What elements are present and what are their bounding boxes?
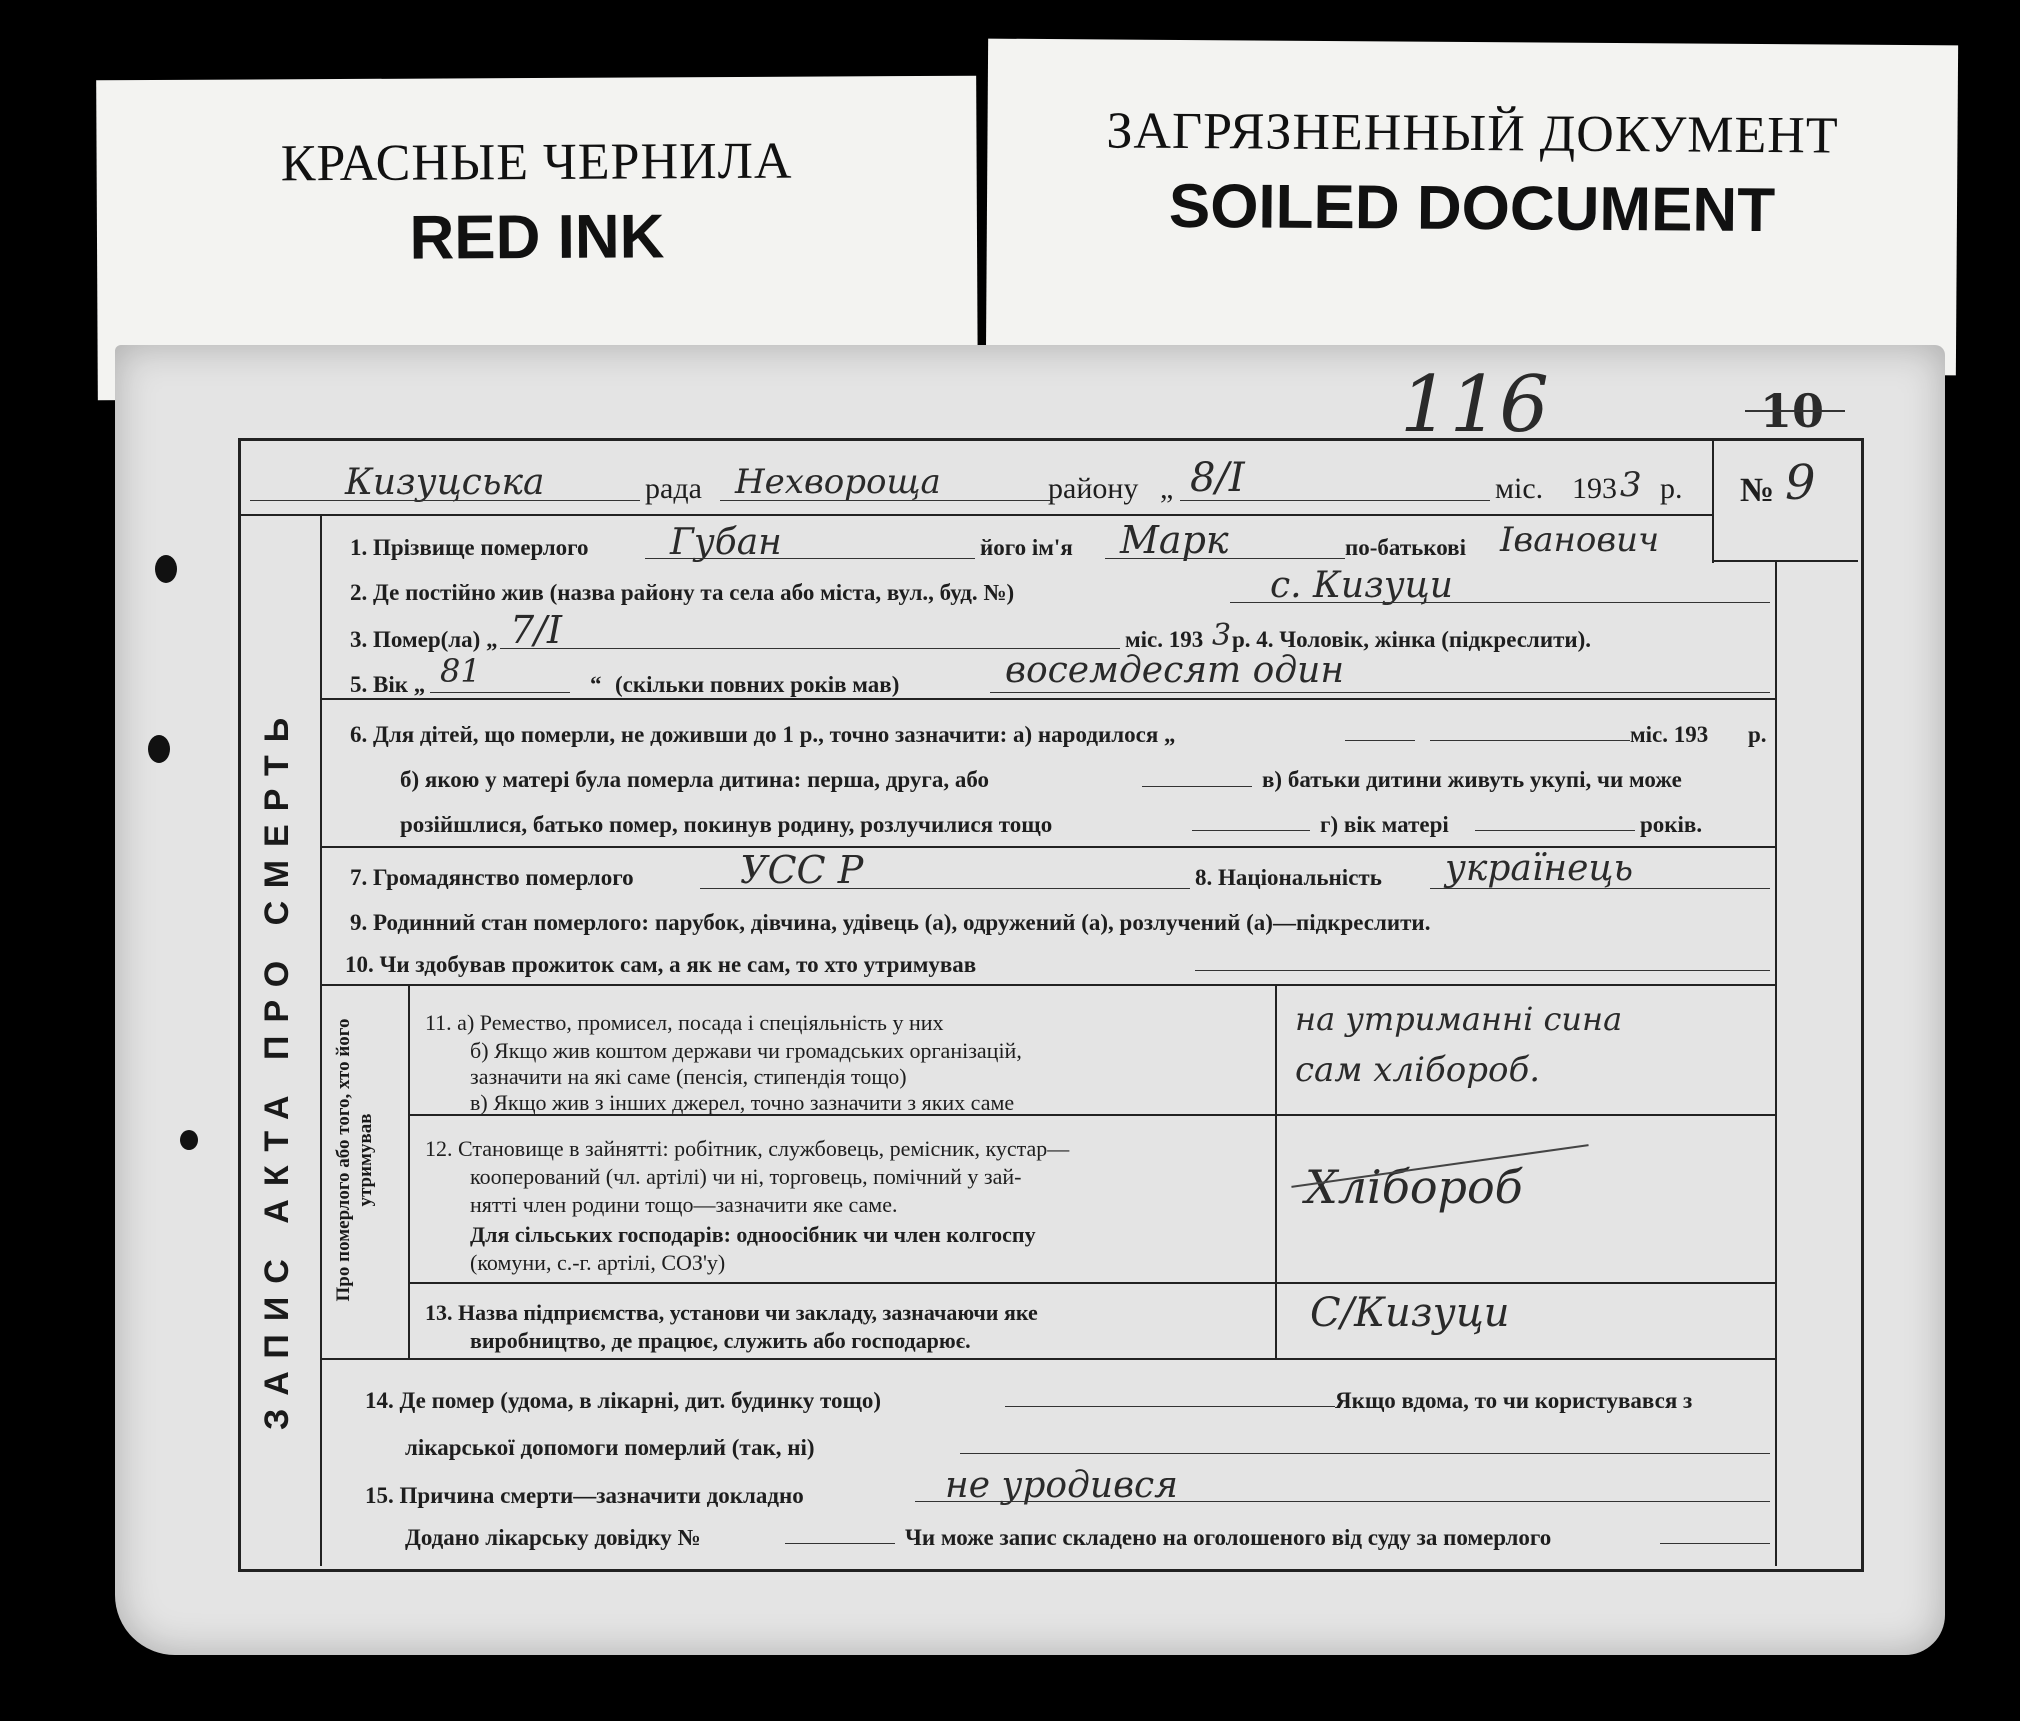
sheet-number: 10 bbox=[1760, 384, 1825, 438]
death-month-label: міс. 193 bbox=[1125, 627, 1204, 652]
field-7-label: 7. Громадянство померлого bbox=[350, 865, 634, 890]
age-paren-label: (скільки повних років мав) bbox=[615, 672, 900, 697]
citizenship-value: УСС Р bbox=[740, 848, 864, 892]
cause-underline bbox=[915, 1501, 1770, 1502]
surname-underline bbox=[645, 558, 975, 559]
field-11-a: 11. а) Ремество, промисел, посада і спеціяльність у них bbox=[425, 1010, 944, 1035]
record-no-rule bbox=[1712, 438, 1714, 563]
age-words-underline bbox=[990, 692, 1770, 693]
field-8-label: 8. Національність bbox=[1195, 865, 1382, 890]
death-date-value: 7/І bbox=[510, 608, 562, 652]
section-rule-1 bbox=[322, 698, 1775, 700]
workplace-value: С/Кизуци bbox=[1310, 1290, 1510, 1336]
field-9-label: 9. Родинний стан померлого: парубок, дівчина, удівець (а), одружений (а), розлучений (а)—підкреслити. bbox=[350, 910, 1431, 935]
field-13-line-1: 13. Назва підприємства, установи чи закладу, зазначаючи яке bbox=[425, 1300, 1038, 1325]
district-underline bbox=[720, 500, 1050, 501]
soiled-document-ru: ЗАГРЯЗНЕННЫЙ ДОКУМЕНТ bbox=[1106, 102, 1839, 165]
field-12-line-5: (комуни, с.-г. артілі, СОЗ'у) bbox=[470, 1250, 726, 1275]
sex-label: р. 4. Чоловік, жінка (підкреслити). bbox=[1232, 627, 1592, 652]
header-rule bbox=[240, 514, 1712, 516]
punch-hole-icon bbox=[155, 555, 177, 583]
right-margin-rule bbox=[1775, 562, 1777, 1566]
field-6-month: міс. 193 bbox=[1630, 722, 1709, 747]
surname-value: Губан bbox=[670, 522, 782, 563]
section-rule-3 bbox=[322, 984, 1775, 986]
name-label: його ім'я bbox=[980, 535, 1073, 560]
field-15-label: 15. Причина смерти—зазначити докладно bbox=[365, 1483, 804, 1508]
council-label: рада bbox=[645, 472, 702, 505]
record-no-value: 9 bbox=[1785, 455, 1816, 511]
patronymic-value: Іванович bbox=[1500, 520, 1660, 560]
strike-line bbox=[1745, 410, 1845, 412]
field-11-c: в) Якщо жив з інших джерел, точно зазначити з яких саме bbox=[470, 1090, 1015, 1115]
residence-value: с. Кизуци bbox=[1270, 565, 1453, 606]
field-14-line-1b: Якщо вдома, то чи користувався з bbox=[1335, 1388, 1693, 1413]
field-6-line-1: 6. Для дітей, що померли, не доживши до 1 р., точно зазначити: а) народилося „ bbox=[350, 722, 1176, 747]
field-14-line-2: лікарської допомоги померлий (так, ні) bbox=[405, 1435, 815, 1460]
district-label: району bbox=[1048, 472, 1139, 505]
employment-value: Хлібороб bbox=[1305, 1160, 1523, 1214]
given-name-underline bbox=[1105, 558, 1345, 559]
district-value: Нехвороща bbox=[735, 462, 941, 502]
field-12-line-3: нятті член родини тощо—зазначити яке саме. bbox=[470, 1192, 898, 1217]
court-record-label: Чи може запис складено на оголошеного від суду за померлого bbox=[905, 1525, 1552, 1550]
field-6-line-3a: розійшлися, батько помер, покинув родину, розлучилися тощо bbox=[400, 812, 1053, 837]
year-suffix: р. bbox=[1660, 472, 1683, 505]
field-5-label: 5. Вік „ bbox=[350, 672, 426, 697]
age-value: 81 bbox=[440, 652, 481, 690]
field-12-line-2: кооперований (чл. артілі) чи ні, торговець, помічний у зай- bbox=[470, 1164, 1022, 1189]
field-3-label: 3. Помер(ла) „ bbox=[350, 627, 498, 652]
age-words-value: восемдесят один bbox=[1005, 650, 1345, 691]
age-underline bbox=[430, 692, 570, 693]
year-label: 193 bbox=[1572, 472, 1617, 505]
residence-underline bbox=[1230, 602, 1770, 603]
field-6-r: р. bbox=[1748, 722, 1767, 747]
nationality-underline bbox=[1430, 888, 1770, 889]
given-name-value: Марк bbox=[1120, 518, 1229, 562]
field-6-underline-c bbox=[1142, 786, 1252, 787]
cause-value: не уродився bbox=[945, 1465, 1179, 1506]
field-12-line-1: 12. Становище в зайнятті: робітник, службовець, ремісник, кустар— bbox=[425, 1136, 1070, 1161]
field-14-underline-2 bbox=[960, 1453, 1770, 1454]
record-no-label: № bbox=[1740, 472, 1775, 509]
attached-certificate-label: Додано лікарську довідку № bbox=[405, 1525, 701, 1550]
field-6-line-2b: в) батьки дитини живуть укупі, чи може bbox=[1262, 767, 1682, 792]
occupation-sub-rule bbox=[408, 986, 410, 1358]
occupation-value-rule bbox=[1275, 986, 1277, 1358]
field-6-line-3c: років. bbox=[1640, 812, 1703, 837]
side-title: ЗАПИС АКТА ПРО СМЕРТЬ bbox=[258, 704, 296, 1430]
livelihood-value-1: на утриманні сина bbox=[1295, 1000, 1623, 1038]
archive-number: 116 bbox=[1400, 360, 1549, 450]
field-11-b1: б) Якщо жив коштом держави чи громадських організацій, bbox=[470, 1038, 1022, 1063]
field-11-b2: зазначити на які саме (пенсія, стипендія тощо) bbox=[470, 1064, 907, 1089]
livelihood-value-2: сам хлібороб. bbox=[1295, 1050, 1541, 1090]
punch-hole-icon bbox=[180, 1130, 198, 1150]
nationality-value: українець bbox=[1445, 848, 1634, 889]
field-14-line-1: 14. Де помер (удома, в лікарні, дит. будинку тощо) bbox=[365, 1388, 882, 1413]
red-ink-ru: КРАСНЫЕ ЧЕРНИЛА bbox=[280, 132, 793, 193]
section-rule-4 bbox=[322, 1358, 1775, 1360]
year-value: 3 bbox=[1620, 465, 1642, 505]
certificate-underline bbox=[785, 1543, 895, 1544]
field-14-underline bbox=[1005, 1406, 1335, 1407]
month-label: міс. bbox=[1495, 472, 1544, 505]
punch-hole-icon bbox=[148, 735, 170, 763]
death-year-value: 3 bbox=[1212, 618, 1232, 653]
field-10-underline bbox=[1195, 970, 1770, 971]
side-column-rule bbox=[320, 516, 322, 1566]
death-date-underline bbox=[500, 648, 1120, 649]
field-6-underline-a bbox=[1345, 740, 1415, 741]
date-value: 8/І bbox=[1190, 455, 1245, 501]
red-ink-en: RED INK bbox=[409, 202, 665, 273]
council-value: Кизуцська bbox=[345, 462, 545, 503]
side-subtitle: Про померлого або того, хто його утримував bbox=[333, 1018, 376, 1302]
field-6-underline-d bbox=[1192, 830, 1310, 831]
field-1-label: 1. Прізвище померлого bbox=[350, 535, 589, 560]
field-2-label: 2. Де постійно жив (назва району та села або міста, вул., буд. №) bbox=[350, 580, 1015, 605]
date-open-quote: „ bbox=[1160, 472, 1174, 505]
patronymic-label: по-батькові bbox=[1345, 535, 1466, 560]
field-6-underline-e bbox=[1475, 830, 1635, 831]
age-close-quote: “ bbox=[590, 672, 602, 697]
record-no-bottom bbox=[1712, 560, 1858, 562]
field-6-line-3b: г) вік матері bbox=[1320, 812, 1449, 837]
council-underline bbox=[250, 500, 640, 501]
field-12-line-4: Для сільських господарів: одноосібник чи член колгоспу bbox=[470, 1222, 1036, 1247]
court-record-underline bbox=[1660, 1543, 1770, 1544]
field-6-line-2a: б) якою у матері була померла дитина: перша, друга, або bbox=[400, 767, 990, 792]
row-12-rule bbox=[410, 1282, 1775, 1284]
soiled-document-flag bbox=[986, 39, 1958, 376]
citizenship-underline bbox=[700, 888, 1190, 889]
field-10-label: 10. Чи здобував прожиток сам, а як не сам, то хто утримував bbox=[345, 952, 977, 977]
date-underline bbox=[1180, 500, 1490, 501]
soiled-document-en: SOILED DOCUMENT bbox=[1168, 171, 1776, 246]
field-6-underline-b bbox=[1430, 740, 1630, 741]
field-13-line-2: виробництво, де працює, служить або господарює. bbox=[470, 1328, 971, 1353]
